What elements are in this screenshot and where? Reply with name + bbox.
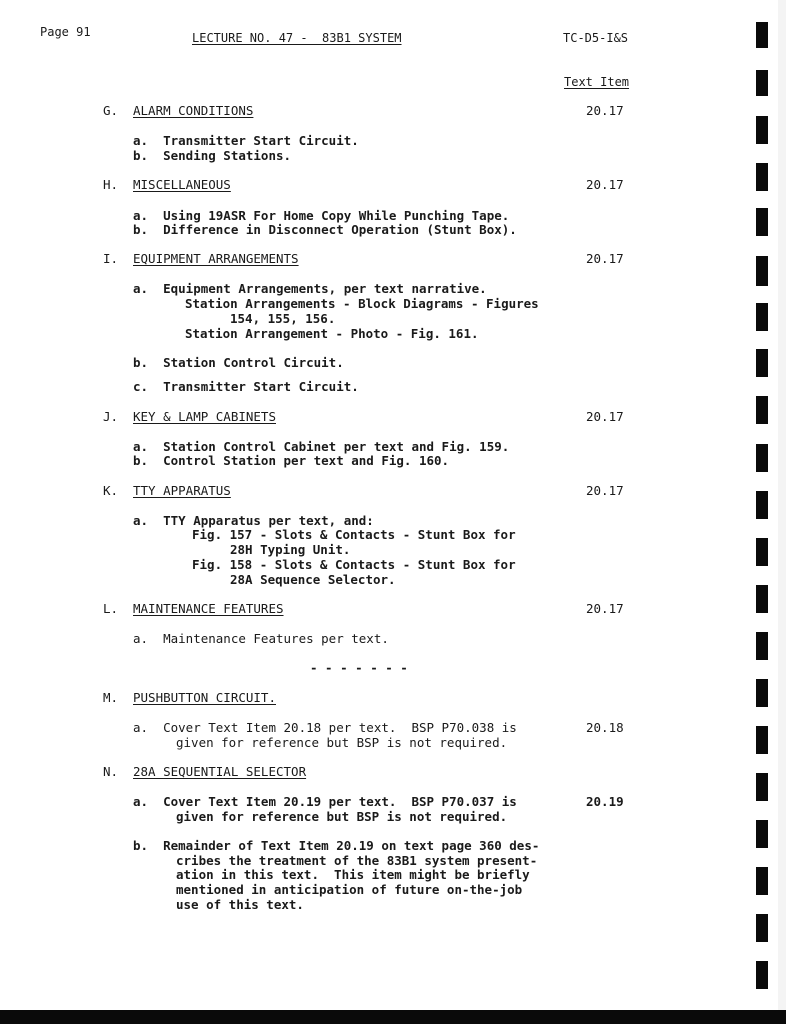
list-item: a. Cover Text Item 20.19 per text. BSP P70.037 is: [133, 794, 517, 809]
binder-mark: [756, 820, 768, 848]
binder-mark: [756, 444, 768, 472]
section-title: KEY & LAMP CABINETS: [133, 409, 276, 424]
section-title: MAINTENANCE FEATURES: [133, 601, 284, 616]
binder-mark: [756, 679, 768, 707]
list-item: 154, 155, 156.: [230, 311, 336, 326]
list-item: b. Sending Stations.: [133, 148, 292, 163]
section-letter: G.: [103, 103, 119, 118]
section-title: PUSHBUTTON CIRCUIT.: [133, 690, 276, 705]
section-title: ALARM CONDITIONS: [133, 103, 254, 118]
section-title: MISCELLANEOUS: [133, 177, 231, 192]
section-title: EQUIPMENT ARRANGEMENTS: [133, 251, 299, 266]
binder-mark: [756, 303, 768, 331]
text-item-number: 20.17: [586, 103, 624, 118]
binder-mark: [756, 116, 768, 144]
list-item: cribes the treatment of the 83B1 system present-: [176, 853, 538, 868]
list-item: b. Remainder of Text Item 20.19 on text page 360 des-: [133, 838, 540, 853]
binder-mark: [756, 961, 768, 989]
list-item: b. Station Control Circuit.: [133, 355, 344, 370]
section-letter: H.: [103, 177, 119, 192]
list-item: a. Equipment Arrangements, per text narrative.: [133, 281, 487, 296]
list-item: a. Maintenance Features per text.: [133, 631, 389, 646]
section-letter: L.: [103, 601, 119, 616]
binder-mark: [756, 256, 768, 286]
binder-mark: [756, 208, 768, 236]
binder-mark: [756, 867, 768, 895]
page-number: Page 91: [40, 25, 91, 39]
section-title: TTY APPARATUS: [133, 483, 231, 498]
text-item-number: 20.17: [586, 601, 624, 616]
binder-mark: [756, 726, 768, 754]
text-item-number: 20.18: [586, 720, 624, 735]
text-item-heading: Text Item: [564, 75, 630, 89]
document-code: TC-D5-I&S: [563, 31, 629, 45]
text-item-number: 20.17: [586, 483, 624, 498]
binder-mark: [756, 585, 768, 613]
section-letter: N.: [103, 764, 119, 779]
binder-mark: [756, 70, 768, 96]
binder-mark: [756, 538, 768, 566]
list-item: c. Transmitter Start Circuit.: [133, 379, 359, 394]
scan-bottom-edge: [0, 1010, 786, 1024]
text-item-number: 20.19: [586, 794, 624, 809]
list-item: a. Station Control Cabinet per text and Fig. 159.: [133, 439, 510, 454]
section-letter: J.: [103, 409, 119, 424]
list-item: Station Arrangement - Photo - Fig. 161.: [185, 326, 479, 341]
list-item: Station Arrangements - Block Diagrams - Figures: [185, 296, 539, 311]
text-item-number: 20.17: [586, 251, 624, 266]
section-letter: K.: [103, 483, 119, 498]
binder-mark: [756, 773, 768, 801]
list-item: given for reference but BSP is not required.: [176, 735, 508, 750]
list-item: a. TTY Apparatus per text, and:: [133, 513, 374, 528]
list-item: use of this text.: [176, 897, 304, 912]
list-item: Fig. 158 - Slots & Contacts - Stunt Box for: [192, 557, 516, 572]
binder-mark: [756, 632, 768, 660]
list-item: b. Control Station per text and Fig. 160.: [133, 453, 450, 468]
binder-mark: [756, 491, 768, 519]
binder-mark: [756, 163, 768, 191]
list-item: a. Transmitter Start Circuit.: [133, 133, 359, 148]
list-item: b. Difference in Disconnect Operation (Stunt Box).: [133, 222, 517, 237]
binder-mark: [756, 914, 768, 942]
list-item: mentioned in anticipation of future on-the-job: [176, 882, 523, 897]
binder-mark: [756, 349, 768, 377]
page-edge: [778, 0, 786, 1024]
section-letter: M.: [103, 690, 119, 705]
list-item: given for reference but BSP is not required.: [176, 809, 508, 824]
section-title: 28A SEQUENTIAL SELECTOR: [133, 764, 307, 779]
section-letter: I.: [103, 251, 119, 266]
list-item: ation in this text. This item might be briefly: [176, 867, 530, 882]
binder-mark: [756, 396, 768, 424]
text-item-number: 20.17: [586, 409, 624, 424]
list-item: 28A Sequence Selector.: [230, 572, 396, 587]
list-item: a. Cover Text Item 20.18 per text. BSP P70.038 is: [133, 720, 517, 735]
binder-mark: [756, 22, 768, 48]
text-item-number: 20.17: [586, 177, 624, 192]
lecture-title: LECTURE NO. 47 - 83B1 SYSTEM: [192, 31, 402, 45]
list-item: Fig. 157 - Slots & Contacts - Stunt Box for: [192, 527, 516, 542]
list-item: a. Using 19ASR For Home Copy While Punching Tape.: [133, 208, 510, 223]
separator-dashes: - - - - - - -: [310, 660, 408, 675]
list-item: 28H Typing Unit.: [230, 542, 351, 557]
